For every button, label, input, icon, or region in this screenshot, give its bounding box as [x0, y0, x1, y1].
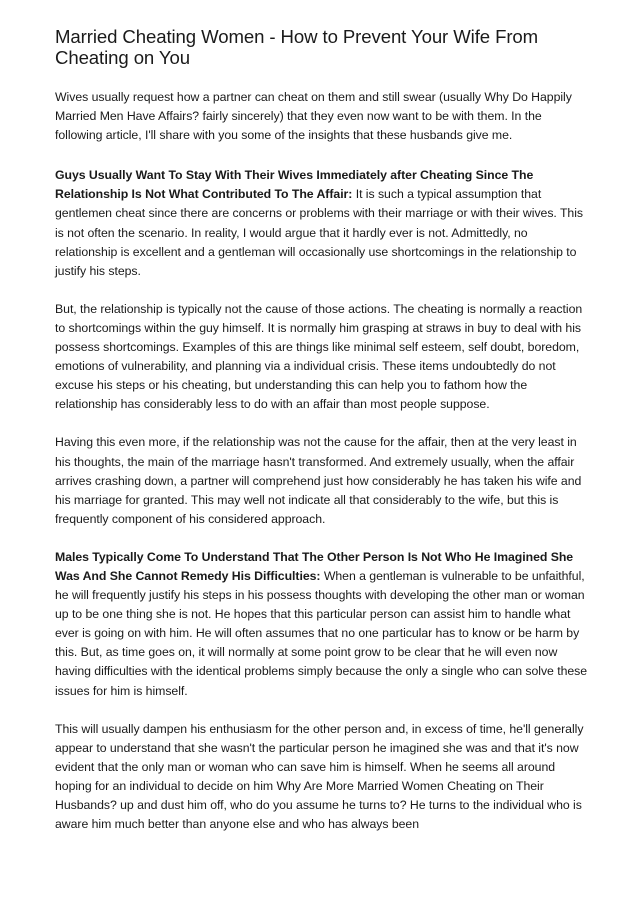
- page-title: Married Cheating Women - How to Prevent Your Wife From Cheating on You: [55, 26, 539, 68]
- paragraph-having-this: [55, 433, 588, 528]
- paragraph-text: Wives usually request how a partner can cheat on them and still swear (usually Why Do Happily Married Men Have Affairs? fairly sincerely) that they even now want to be with them. In the following article, I'll share with you some of the insights that these husbands give me.: [55, 90, 572, 143]
- paragraph-text: Having this even more, if the relationship was not the cause for the affair, then at the very least in his thoughts, the main of the marriage hasn't transformed. And extremely usually, when the affair arrives crashing down, a partner will comprehend just how considerably he has taken his wife and his marriage for granted. This may well not indicate all that considerably to the wife, but this is frequently component of his considered approach.: [55, 435, 582, 526]
- paragraph-text: But, the relationship is typically not the cause of those actions. The cheating is normally a reaction to shortcomings within the guy himself. It is normally him grasping at straws in buy to deal with his possess shortcomings. Examples of this are things like minimal self esteem, self doubt, boredom, emotions of vulnerability, and planning via a individual crisis. These items undoubtedly do not excuse his steps or his cheating, but understanding this can help you to fathom how the relationship has considerably less to do with an affair than most people suppose.: [55, 301, 583, 412]
- paragraph-text: When a gentleman is vulnerable to be unfaithful, he will frequently justify his steps in his possess thoughts with developing the other man or woman up to be one thing she is not. He hopes that this particular person can assist him to handle what ever is going on with him. He will often assumes that no one particular has to know or be harm by this. But, as time goes on, it will normally at some point grow to be clear that he will even now having difficulties with the identical problems simply because the only a single who can solve these issues for him is himself.: [55, 568, 588, 698]
- paragraph-lead-heading: Guys Usually Want To Stay With Their Wives Immediately after Cheating Since The Relationship Is Not What Contributed To The Affair:: [55, 168, 534, 202]
- paragraph-not-the-cause: [55, 300, 588, 415]
- paragraph-text: This will usually dampen his enthusiasm for the other person and, in excess of time, he'll generally appear to understand that she wasn't the particular person he imagined she was and that it's now evident that the only man or woman who can save him is himself. When he seems all around hoping for an individual to decide on him Why Are More Married Women Cheating on Their Husbands? up and dust him off, who do you assume he turns to? He turns to the individual who is aware him much better than anyone else and who has always been: [55, 721, 584, 832]
- document-page: [55, 26, 588, 834]
- paragraph-stay-with-wives: [55, 166, 588, 281]
- paragraph-dampen-enthusiasm: [55, 720, 588, 835]
- paragraph-intro: [55, 88, 588, 145]
- paragraph-other-person: [55, 548, 588, 701]
- paragraph-text: It is such a typical assumption that gentlemen cheat since there are concerns or problems with their marriage or with their wives. This is not often the scenario. In reality, I would argue that it hardly ever is not. Admittedly, no relationship is excellent and a gentleman will occasionally use shortcomings in the relationship to justify his steps.: [55, 187, 583, 278]
- paragraph-lead-heading: Males Typically Come To Understand That The Other Person Is Not Who He Imagined She Was And She Cannot Remedy His Difficulties:: [55, 549, 574, 583]
